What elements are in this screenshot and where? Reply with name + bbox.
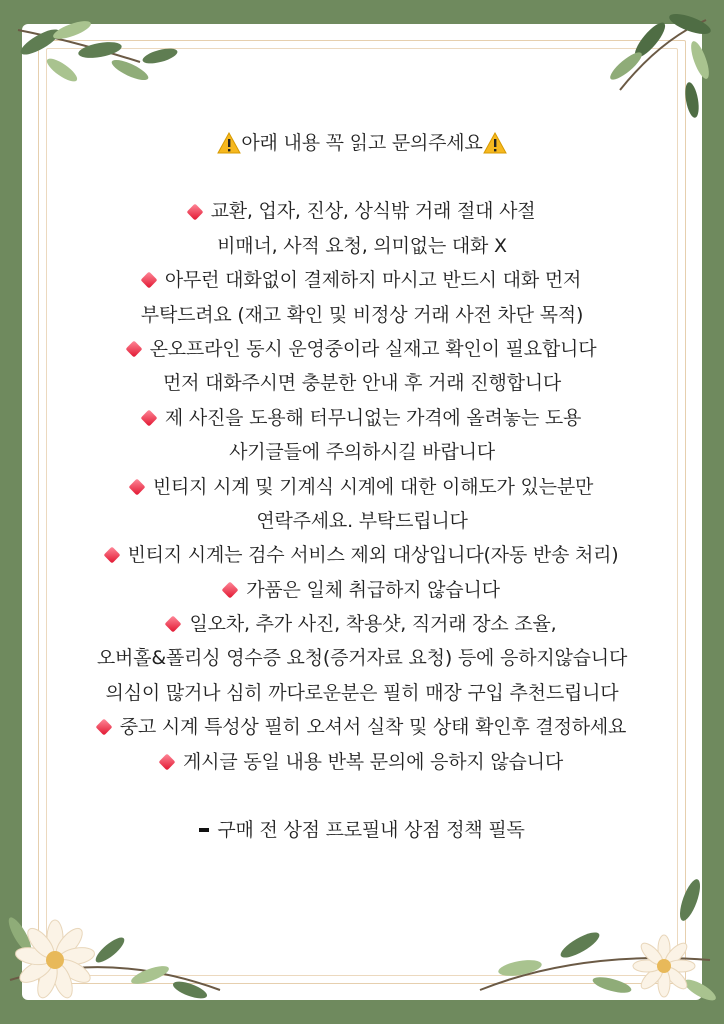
notice-title-text: 아래 내용 꼭 읽고 문의주세요 bbox=[241, 132, 483, 154]
warning-icon bbox=[217, 132, 241, 154]
notice-content bbox=[44, 126, 680, 847]
notice-line-text: 먼저 대화주시면 충분한 안내 후 거래 진행합니다 bbox=[162, 372, 562, 395]
notice-line-text: 부탁드려요 (재고 확인 및 비정상 거래 사전 차단 목적) bbox=[140, 303, 584, 326]
notice-line bbox=[44, 332, 680, 366]
notice-line-text: 사기글들에 주의하시길 바랍니다 bbox=[229, 441, 495, 464]
red-diamond-icon bbox=[128, 478, 145, 495]
red-diamond-icon bbox=[125, 341, 142, 358]
red-diamond-icon bbox=[222, 581, 239, 598]
notice-line bbox=[44, 366, 680, 400]
spacer bbox=[44, 160, 680, 194]
notice-line bbox=[44, 504, 680, 538]
notice-line bbox=[44, 194, 680, 228]
notice-line bbox=[44, 263, 680, 297]
notice-line-text: 게시글 동일 내용 반복 문의에 응하지 않습니다 bbox=[183, 750, 563, 773]
notice-footer bbox=[44, 813, 680, 847]
notice-footer-text: 구매 전 상점 프로필내 상점 정책 필독 bbox=[217, 819, 525, 842]
notice-line bbox=[44, 435, 680, 469]
notice-line-text: 비매너, 사적 요청, 의미없는 대화 X bbox=[217, 234, 507, 257]
notice-line-text: 빈티지 시계 및 기계식 시계에 대한 이해도가 있는분만 bbox=[152, 475, 594, 498]
red-diamond-icon bbox=[140, 409, 157, 426]
red-diamond-icon bbox=[159, 753, 176, 770]
notice-line bbox=[44, 401, 680, 435]
notice-line-text: 의심이 많거나 심히 까다로운분은 필히 매장 구입 추천드립니다 bbox=[105, 681, 619, 704]
warning-icon bbox=[483, 132, 507, 154]
notice-line bbox=[44, 641, 680, 675]
notice-line-text: 일오차, 추가 사진, 착용샷, 직거래 장소 조율, bbox=[189, 613, 557, 636]
notice-line bbox=[44, 745, 680, 779]
notice-line-text: 오버홀&폴리싱 영수증 요청(증거자료 요청) 등에 응하지않습니다 bbox=[96, 647, 628, 670]
notice-line-text: 연락주세요. 부탁드립니다 bbox=[256, 509, 468, 532]
notice-line-text: 온오프라인 동시 운영중이라 실재고 확인이 필요합니다 bbox=[149, 337, 597, 360]
notice-lines bbox=[44, 194, 680, 779]
notice-line bbox=[44, 676, 680, 710]
notice-line bbox=[44, 710, 680, 744]
notice-line bbox=[44, 607, 680, 641]
red-diamond-icon bbox=[95, 719, 112, 736]
red-diamond-icon bbox=[165, 616, 182, 633]
notice-line-text: 가품은 일체 취급하지 않습니다 bbox=[246, 578, 500, 601]
notice-line-text: 교환, 업자, 진상, 상식밖 거래 절대 사절 bbox=[210, 200, 536, 223]
notice-line-text: 중고 시계 특성상 필히 오셔서 실착 및 상태 확인후 결정하세요 bbox=[119, 716, 627, 739]
red-diamond-icon bbox=[103, 547, 120, 564]
notice-line bbox=[44, 229, 680, 263]
dash-icon bbox=[199, 828, 209, 832]
notice-line bbox=[44, 298, 680, 332]
notice-line bbox=[44, 573, 680, 607]
notice-line bbox=[44, 538, 680, 572]
red-diamond-icon bbox=[140, 272, 157, 289]
notice-line-text: 제 사진을 도용해 터무니없는 가격에 올려놓는 도용 bbox=[164, 406, 582, 429]
notice-line-text: 아무런 대화없이 결제하지 마시고 반드시 대화 먼저 bbox=[164, 269, 582, 292]
notice-title bbox=[44, 126, 680, 160]
notice-line bbox=[44, 470, 680, 504]
notice-line-text: 빈티지 시계는 검수 서비스 제외 대상입니다(자동 반송 처리) bbox=[127, 544, 619, 567]
red-diamond-icon bbox=[186, 203, 203, 220]
spacer bbox=[44, 779, 680, 813]
